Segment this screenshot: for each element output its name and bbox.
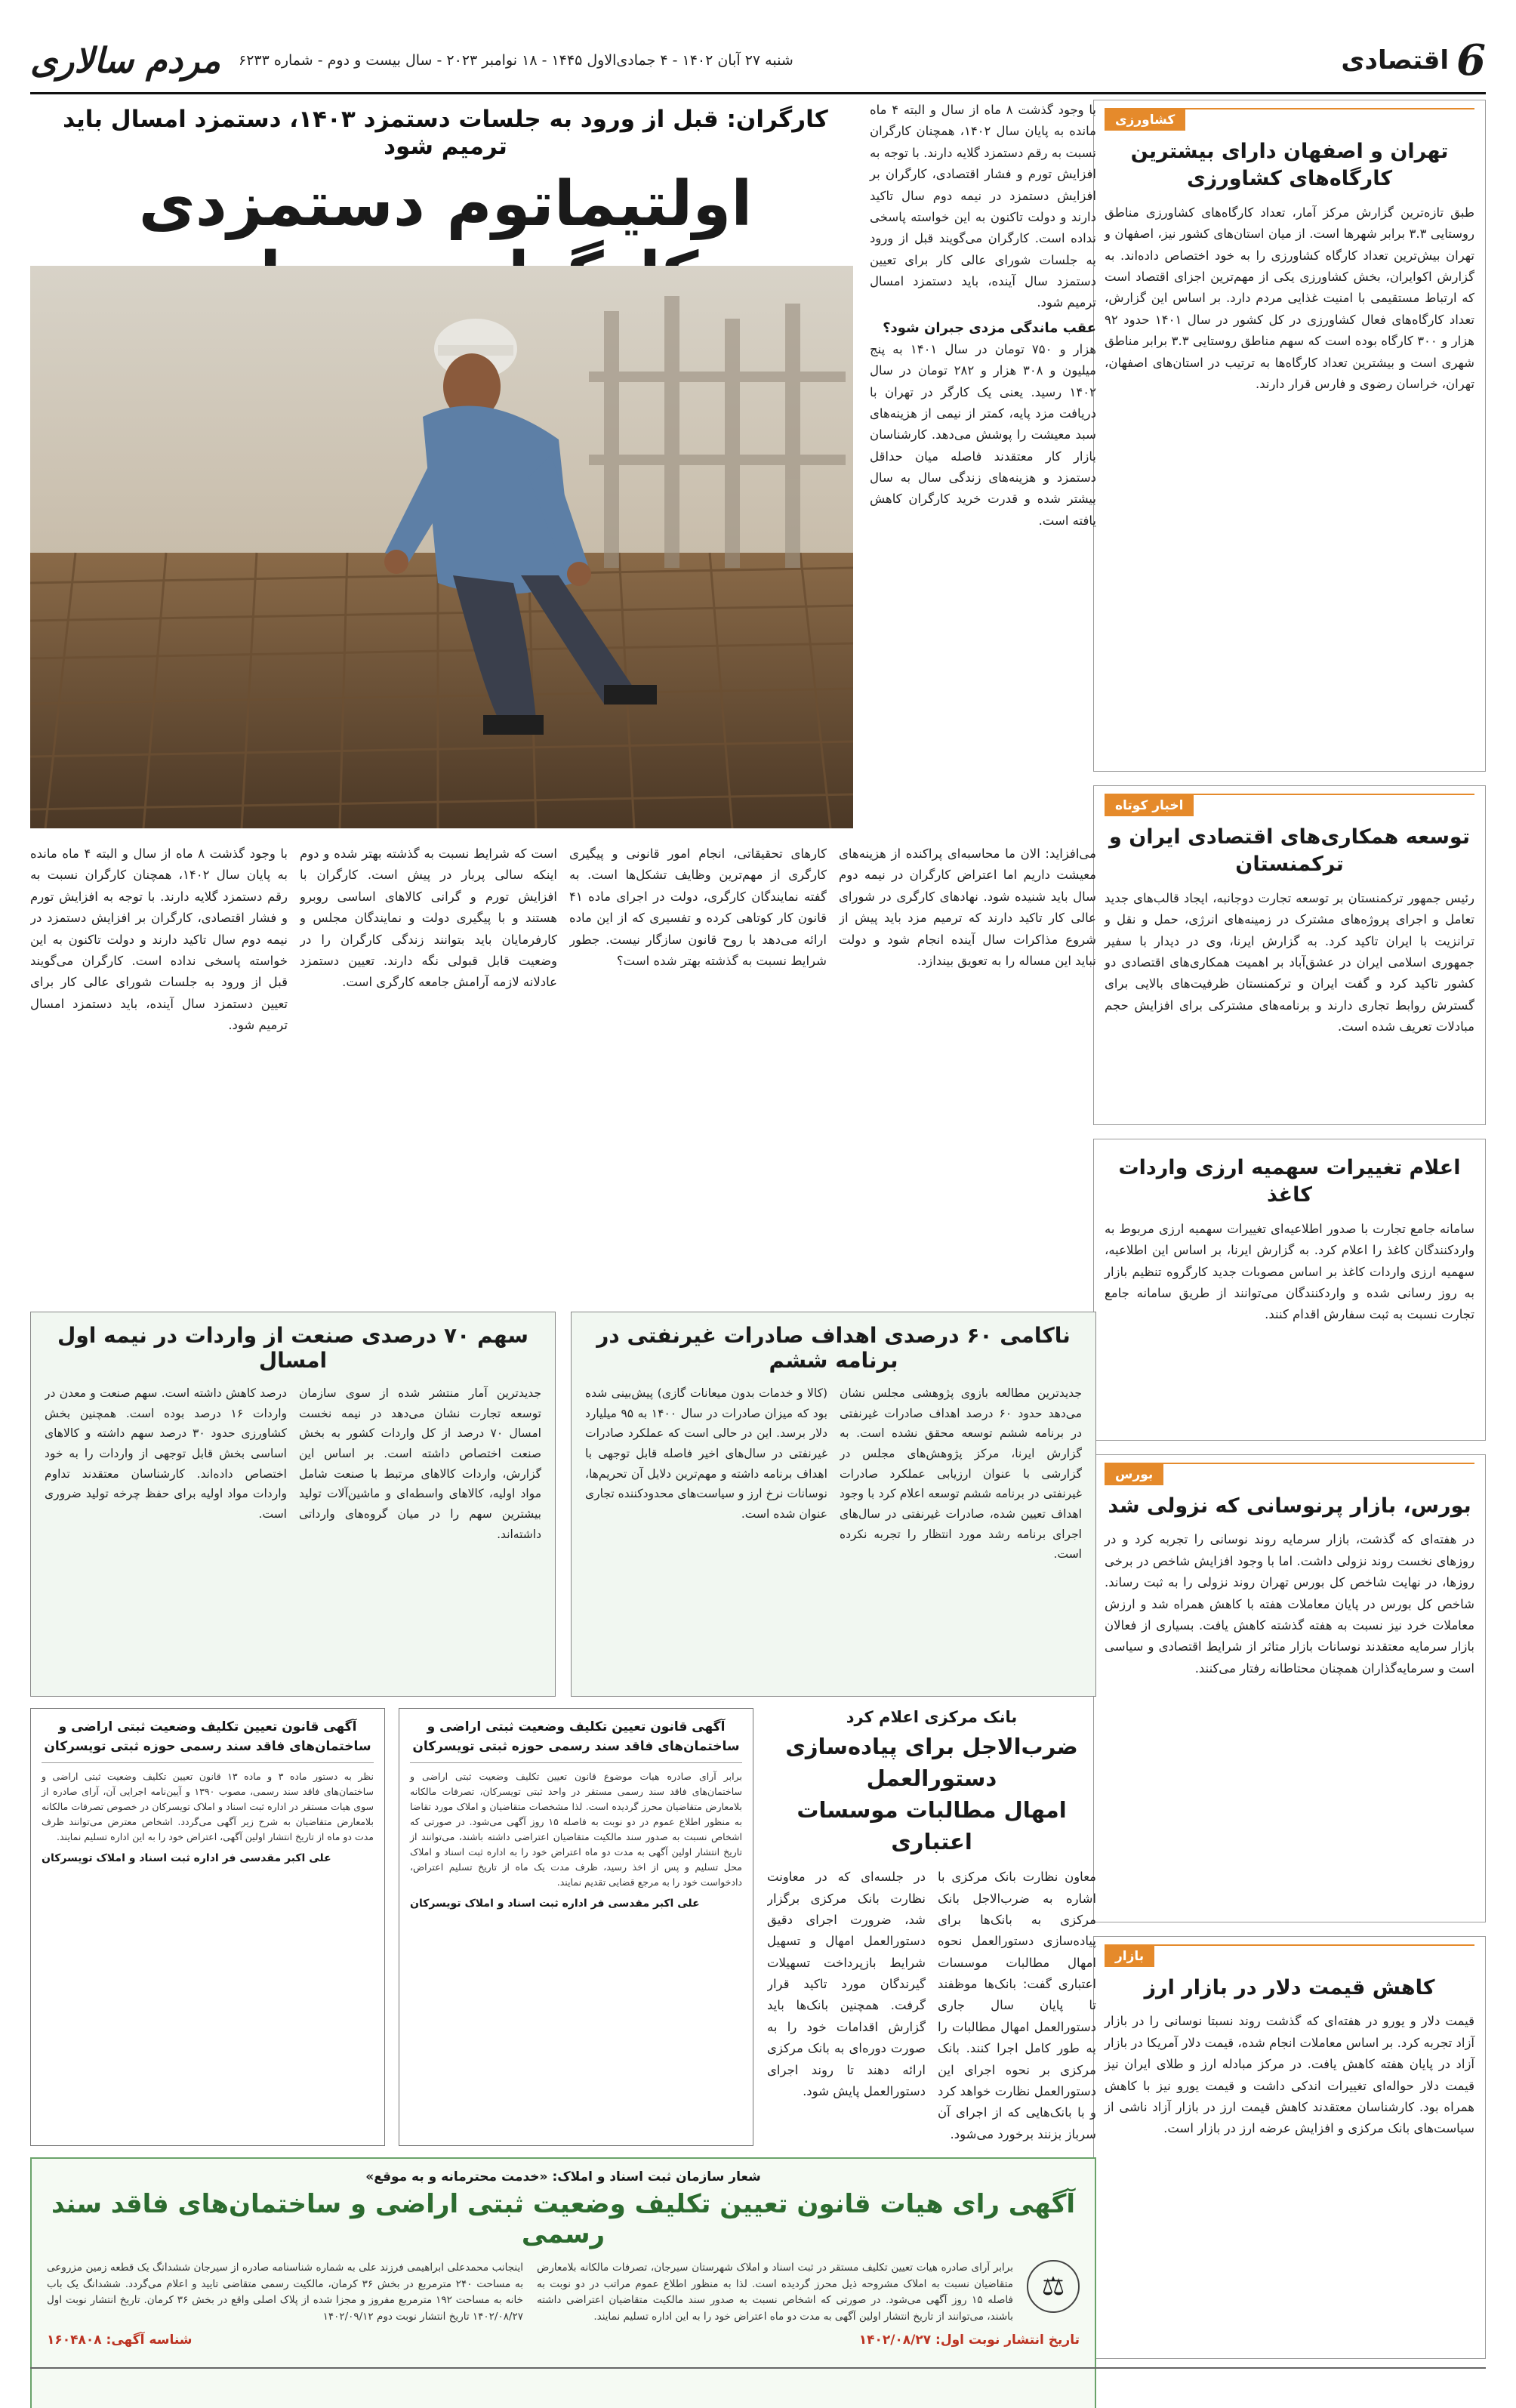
section-name: اقتصادی [1341, 45, 1450, 76]
category-tag: بازار [1105, 1946, 1154, 1967]
story-column: است که شرایط نسبت به گذشته بهتر شده و دوم اینکه سالی پربار در پیش است. کارگران با افزایش تورم و گرانی کالاهای اساسی روبرو هستند و با پیگیری دولت و نمایندگان مجلس و کارفرمایان باید بتوانند زندگی کارگران را در وضعیت قابل قبولی نگه دارند. تعیین دستمزد عادلانه لازمه آرامش جامعه کارگری است. [300, 846, 557, 990]
export-targets-box [571, 1312, 1096, 1697]
mid-box-column: جدیدترین آمار منتشر شده از سوی سازمان توسعه تجارت نشان می‌دهد در نیمه نخست امسال ۷۰ درصد از کل واردات کشور به بخش صنعت اختصاص داشته است. بر اساس این گزارش، واردات کالاهای مرتبط با صنعت شامل مواد اولیه، کالاهای واسطه‌ای و ماشین‌آلات تولید بیشترین سهم را در میان گروه‌های وارداتی داشته‌اند. [299, 1386, 541, 1541]
lead-text-continued: هزار و ۷۵۰ تومان در سال ۱۴۰۱ به پنج میلیون و ۳۰۸ هزار و ۲۸۲ تومان در سال ۱۴۰۲ رسید. یعنی یک کارگر در تهران با دریافت مزد پایه، کمتر از نیمی از هزینه‌های سبد معیشت را پوشش می‌دهد. کارشناسان بازار کار معتقدند فاصله میان حداقل دستمزد و هزینه‌های زندگی سال به سال بیشتر شده و قدرت خرید کارگران کاهش یافته است. [870, 341, 1097, 528]
issue-line: شنبه ۲۷ آبان ۱۴۰۲ - ۴ جمادی‌الاول ۱۴۴۵ - ۱۸ نوامبر ۲۰۲۳ - سال بیست و دوم - شماره ۶۲۳۳ [239, 52, 793, 69]
category-tag: کشاورزی [1105, 109, 1185, 131]
industry-import-box [30, 1312, 556, 1697]
right-section-turkmenistan [1093, 785, 1486, 1125]
mid-box-title: ناکامی ۶۰ درصدی اهداف صادرات غیرنفتی در برنامه ششم [596, 1323, 1071, 1373]
worker-photo-illustration [30, 266, 853, 828]
mid-box-column: جدیدترین مطالعه بازوی پژوهشی مجلس نشان می‌دهد حدود ۶۰ درصد اهداف صادرات غیرنفتی در برنامه ششم توسعه محقق نشده است. به گزارش ایرنا، مرکز پژوهش‌های مجلس در گزارشی با عنوان ارزیابی عملکرد صادرات غیرنفتی در برنامه ششم توسعه اعلام کرد با وجود اهداف تعیین شده، صادرات غیرنفتی در سال‌های اجرای برنامه رشد مورد انتظار را تجربه نکرده است. [840, 1386, 1082, 1562]
page-section-box [1341, 35, 1486, 85]
main-story-columns [30, 843, 1096, 1296]
main-story [30, 100, 1096, 1312]
masthead-meta [30, 40, 793, 81]
ad-title: آگهی قانون تعیین تکلیف وضعیت ثبتی اراضی و ساختمان‌های فاقد سند رسمی حوزه ثبتی تویسرکان [410, 1718, 742, 1763]
section-text: رئیس جمهور ترکمنستان بر توسعه تجارت دوجانبه، ایجاد قالب‌های جدید تعامل و اجرای پروژه‌های مشترک در زمینه‌های انرژی، حمل و نقل و ترانزیت با ایران تاکید کرد. به گزارش ایرنا، وی در دیدار با سفیر جمهوری اسلامی ایران در عشق‌آباد بر اهمیت همکاری‌های اقتصادی دو کشور تاکید کرد و گفت ایران و ترکمنستان ظرفیت‌های بالایی برای گسترش روابط تجاری دارند و برنامه‌های مشترکی برای افزایش حجم مبادلات تعریف شده است. [1105, 890, 1474, 1034]
bank-column: در جلسه‌ای که در معاونت نظارت بانک مرکزی برگزار شد، ضرورت اجرای دقیق دستورالعمل امهال و تسهیل شرایط بازپرداخت تسهیلات گیرندگان مورد تاکید قرار گرفت. همچنین بانک‌ها باید گزارش اقدامات خود را به صورت دوره‌ای به بانک مرکزی ارائه دهند تا روند اجرای دستورالعمل پایش شود. [767, 1870, 926, 2098]
story-column: با وجود گذشت ۸ ماه از سال و البته ۴ ماه مانده به پایان سال ۱۴۰۲، همچنان کارگران نسبت به رقم دستمزد گلایه دارند. با توجه به افزایش تورم و فشار اقتصادی، کارگران بر افزایش دستمزد در نیمه دوم سال تاکید دارند و دولت تاکنون به این خواسته پاسخی نداده است. کارگران می‌گویند قبل از ورود به جلسات شورای عالی کار برای تعیین دستمزد سال آینده، باید دستمزد امسال ترمیم شود. [30, 846, 288, 1032]
section-text: سامانه جامع تجارت با صدور اطلاعیه‌ای تغییرات سهمیه ارزی مربوط به واردکنندگان کاغذ را اعلام کرد. به گزارش ایرنا، بر اساس این اطلاعیه، سهمیه ارزی واردات کاغذ بر اساس مصوبات جدید کارگروه تنظیم بازار به روز رسانی شده و واردکنندگان می‌توانند از طریق سامانه جامع تجارت نسبت به ثبت سفارش اقدام کنند. [1105, 1221, 1474, 1322]
justice-emblem-icon: ⚖ [1027, 2260, 1080, 2313]
right-section-bourse [1093, 1454, 1486, 1922]
bank-article [767, 1708, 1096, 2146]
bottom-rule [30, 2367, 1486, 2369]
mid-box-title: سهم ۷۰ درصدی صنعت از واردات در نیمه اول امسال [57, 1323, 528, 1373]
section-text: قیمت دلار و یورو در هفته‌ای که گذشت روند نسبتا نوسانی را در بازار آزاد تجربه کرد. بر اساس معاملات انجام شده، قیمت دلار آمریکا در بازار آزاد در پایان هفته کاهش یافت. در مرکز مبادله ارز و طلای ایران نیز قیمت دلار حواله‌ای تغییرات اندکی داشت و قیمت یورو نیز با کاهش همراه بود. کارشناسان معتقدند کاهش قیمت ارز در بازار آزاد ناشی از سیاست‌های بانک مرکزی و افزایش عرضه ارز در بازار است. [1105, 2014, 1474, 2136]
lead-column [870, 100, 1096, 840]
masthead-rule [30, 92, 1486, 94]
ad-signature: علی اکبر مقدسی فر اداره ثبت اسناد و املاک تویسرکان [42, 1852, 331, 1864]
registry-ad [399, 1708, 753, 2146]
mid-boxes [30, 1312, 1096, 1697]
big-registry-ad [30, 2157, 1096, 2408]
section-title: بورس، بازار پرنوسانی که نزولی شد [1108, 1494, 1471, 1518]
mid-box-column: درصد کاهش داشته است. سهم صنعت و معدن در واردات ۱۶ درصد بوده است. همچنین بخش کشاورزی حدود ۳۰ درصد سهم داشته و کالاهای اساسی بخش قابل توجهی از واردات را به خود اختصاص داده‌اند. کارشناسان معتقدند تداوم واردات مواد اولیه برای حفظ چرخه تولید ضروری است. [45, 1386, 287, 1521]
paper-name: مردم سالاری [30, 40, 221, 81]
big-ad-text: اینجانب محمدعلی ابراهیمی فرزند علی به شماره شناسنامه صادره از سیرجان ششدانگ یک قطعه زمین مزروعی به مساحت ۲۴۰ مترمربع در بخش ۳۶ کرمان، مالکیت رسمی متقاضی تایید و اعلام می‌گردد. ششدانگ یک باب خانه به مساحت ۱۹۲ مترمربع مفروز و مجزا شده از پلاک اصلی واقع در بخش ۳۶ کرمان. تاریخ انتشار نوبت اول ۱۴۰۲/۰۸/۲۷ تاریخ انتشار نوبت دوم ۱۴۰۲/۰۹/۱۲ [47, 2262, 524, 2323]
ad-text: نظر به دستور ماده ۳ و ماده ۱۳ قانون تعیین تکلیف وضعیت ثبتی اراضی و ساختمان‌های فاقد سند رسمی، مصوب ۱۳۹۰ و آیین‌نامه اجرایی آن، آرای صادره از سوی هیات مستقر در اداره ثبت اسناد و املاک تویسرکان در خصوص تصرفات مالکانه بلامعارض متقاضیان به شرح زیر آگهی می‌گردد. اشخاص معترض می‌توانند ظرف مدت دو ماه از تاریخ انتشار اولین آگهی، اعتراض خود را به این اداره تسلیم نمایند. [42, 1771, 374, 1842]
section-text: طبق تازه‌ترین گزارش مرکز آمار، تعداد کارگاه‌های کشاورزی مناطق روستایی ۳.۳ برابر شهرها است. از میان استان‌های کشور نیز، اصفهان و تهران بیش‌ترین تعداد کارگاه کشاورزی را به خود اختصاص داده‌اند. به گزارش اکوایران، بخش کشاورزی یکی از مهم‌ترین اجزای اقتصاد است که ارتباط مستقیمی با امنیت غذایی مردم دارد. بر اساس این گزارش، تعداد کارگاه‌های فعال کشاورزی در کل کشور در سال ۱۴۰۱ حدود ۹۲ هزار و ۳۰۰ کارگاه بوده است که سهم مناطق روستایی ۳.۳ برابر مناطق شهری است و بیشترین تعداد کارگاه‌ها به ترتیب در استان‌های اصفهان، تهران، خراسان رضوی و فارس قرار دارند. [1105, 205, 1474, 391]
worker-photo [30, 266, 853, 828]
big-ad-title: آگهی رای هیات قانون تعیین تکلیف وضعیت ثبتی اراضی و ساختمان‌های فاقد سند رسمی [51, 2189, 1076, 2249]
right-section-paper-import [1093, 1139, 1486, 1441]
bank-kicker: بانک مرکزی اعلام کرد [846, 1708, 1018, 1726]
ad-title: آگهی قانون تعیین تکلیف وضعیت ثبتی اراضی و ساختمان‌های فاقد سند رسمی حوزه ثبتی تویسرکان [42, 1718, 374, 1763]
registry-ad [30, 1708, 385, 2146]
section-title: توسعه همکاری‌های اقتصادی ایران و ترکمنستان [1109, 825, 1470, 877]
lead-text: با وجود گذشت ۸ ماه از سال و البته ۴ ماه مانده به پایان سال ۱۴۰۲، همچنان کارگران نسبت به رقم دستمزد گلایه دارند. با توجه به افزایش تورم و فشار اقتصادی، کارگران بر افزایش دستمزد در نیمه دوم سال تاکید دارند و دولت تاکنون به این خواسته پاسخی نداده است. کارگران می‌گویند قبل از ورود به جلسات شورای عالی کار برای تعیین دستمزد سال آینده، باید دستمزد امسال ترمیم شود. [870, 103, 1096, 310]
section-text: در هفته‌ای که گذشت، بازار سرمایه روند نوسانی را تجربه کرد و در روزهای نخست روند نزولی داشت. اما با وجود افزایش شاخص در برخی روزها، در نهایت شاخص کل بورس تهران روند نزولی را به ثبت رساند. شاخص کل بورس در پایان معاملات هفته با کاهش همراه شد و ارزش معاملات خرد نیز نسبت به هفته گذشته کاهش یافت. بسیاری از فعالان بازار سرمایه معتقدند نوسانات بازار متاثر از شرایط اقتصادی و سیاسی است و سرمایه‌گذاران همچنان محتاطانه رفتار می‌کنند. [1105, 1532, 1474, 1676]
headline: اولتیماتوم دستمزدی [138, 168, 753, 240]
masthead [30, 30, 1486, 91]
right-section-agriculture [1093, 100, 1486, 772]
page-number: 6 [1456, 35, 1486, 85]
bank-title: ضرب‌الاجل برای پیاده‌سازی دستورالعمل امهال مطالبات موسسات اعتباری [785, 1734, 1078, 1855]
ad-id: شناسه آگهی: ۱۶۰۴۸۰۸ [47, 2332, 193, 2348]
story-column: کارهای تحقیقاتی، انجام امور قانونی و پیگیری کارگری از مهم‌ترین وظایف تشکل‌ها است. به گفته نمایندگان کارگری، دولت در اجرای ماده ۴۱ قانون کار کوتاهی کرده و تفسیری که از این ماده ارائه می‌دهد با روح قانون سازگار نیست. جطور شرایط نسبت به گذشته بهتر شده است؟ [569, 846, 827, 968]
big-ad-text: برابر آرای صادره هیات تعیین تکلیف مستقر در ثبت اسناد و املاک شهرستان سیرجان، تصرفات مالکانه بلامعارض متقاضیان نسبت به املاک مشروحه ذیل محرز گردیده است. لذا به منظور اطلاع عموم مراتب در دو نوبت به فاصله ۱۵ روز آگهی می‌شود. در صورتی که اشخاص نسبت به صدور سند مالکیت متقاضیان اعتراضی داشته باشند، می‌توانند از تاریخ انتشار اولین آگهی به مدت دو ماه اعتراض خود را به این اداره تسلیم نمایند. [537, 2262, 1013, 2323]
section-title: اعلام تغییرات سهمیه ارزی واردات کاغذ [1118, 1156, 1461, 1207]
section-title: تهران و اصفهان دارای بیشترین کارگاه‌های کشاورزی [1130, 140, 1449, 191]
big-ad-header: شعار سازمان ثبت اسناد و املاک: «خدمت محترمانه و به موقع» [365, 2169, 761, 2184]
publish-date: تاریخ انتشار نوبت اول: ۱۴۰۲/۰۸/۲۷ [858, 2332, 1080, 2348]
ad-text: برابر آرای صادره هیات موضوع قانون تعیین تکلیف وضعیت ثبتی اراضی و ساختمان‌های فاقد سند رسمی مستقر در واحد ثبتی تویسرکان، تصرفات مالکانه بلامعارض متقاضیان محرز گردیده است. لذا مشخصات متقاضیان و املاک مورد تقاضا به منظور اطلاع عموم در دو نوبت به فاصله ۱۵ روز آگهی می‌شود. در صورتی که اشخاص نسبت به صدور سند مالکیت متقاضیان اعتراضی داشته باشند، می‌توانند از تاریخ انتشار اولین آگهی به مدت دو ماه اعتراض خود را به اداره ثبت اسناد و املاک محل تسلیم و پس از اخذ رسید، ظرف مدت یک ماه از تاریخ تسلیم اعتراض، دادخواست خود را به مرجع قضایی تقدیم نمایند. [410, 1771, 742, 1888]
category-tag: بورس [1105, 1464, 1163, 1485]
right-section-currency [1093, 1936, 1486, 2359]
headline-block [30, 100, 861, 273]
right-column [1093, 100, 1486, 2357]
story-column: می‌افزاید: الان ما محاسبه‌ای پراکنده از هزینه‌های معیشت داریم اما اعتراض کارگران در نیمه دوم سال باید شنیده شود. نهادهای کارگری در شورای عالی کار تاکید دارند که ترمیم مزد باید پیش از شروع مذاکرات سال آینده انجام شود و دولت نباید این مساله را به تعویق بیندازد. [839, 846, 1096, 968]
ad-signature: علی اکبر مقدسی فر اداره ثبت اسناد و املاک تویسرکان [410, 1898, 700, 1910]
mid-box-column: (کالا و خدمات بدون میعانات گازی) پیش‌بینی شده بود که میزان صادرات در سال ۱۴۰۰ به ۹۵ میلیارد دلار برسد. این در حالی است که عملکرد صادرات غیرنفتی در سال‌های اخیر فاصله قابل توجهی با اهداف برنامه داشته و مهم‌ترین دلایل آن تحریم‌ها، نوسانات نرخ ارز و سیاست‌های محدودکننده تجاری عنوان شده است. [585, 1386, 827, 1521]
category-tag: اخبار کوتاه [1105, 795, 1194, 816]
main-area [30, 100, 1096, 2357]
bank-column: معاون نظارت بانک مرکزی با اشاره به ضرب‌الاجل بانک مرکزی به بانک‌ها برای پیاده‌سازی دستورالعمل نحوه امهال مطالبات موسسات اعتباری گفت: بانک‌ها موظفند تا پایان سال جاری دستورالعمل امهال مطالبات را به طور کامل اجرا کنند. بانک مرکزی بر نحوه اجرای این دستورالعمل نظارت خواهد کرد و با بانک‌هایی که از اجرای آن سرباز بزنند برخورد می‌شود. [938, 1870, 1096, 2141]
lower-row [30, 1708, 1096, 2146]
headline-kicker: کارگران: قبل از ورود به جلسات دستمزد ۱۴۰۳، دستمزد امسال باید ترمیم شود [63, 106, 828, 160]
section-title: کاهش قیمت دلار در بازار ارز [1144, 1976, 1435, 1999]
inline-subhead: عقب ماندگی مزدی جبران شود؟ [883, 319, 1096, 336]
